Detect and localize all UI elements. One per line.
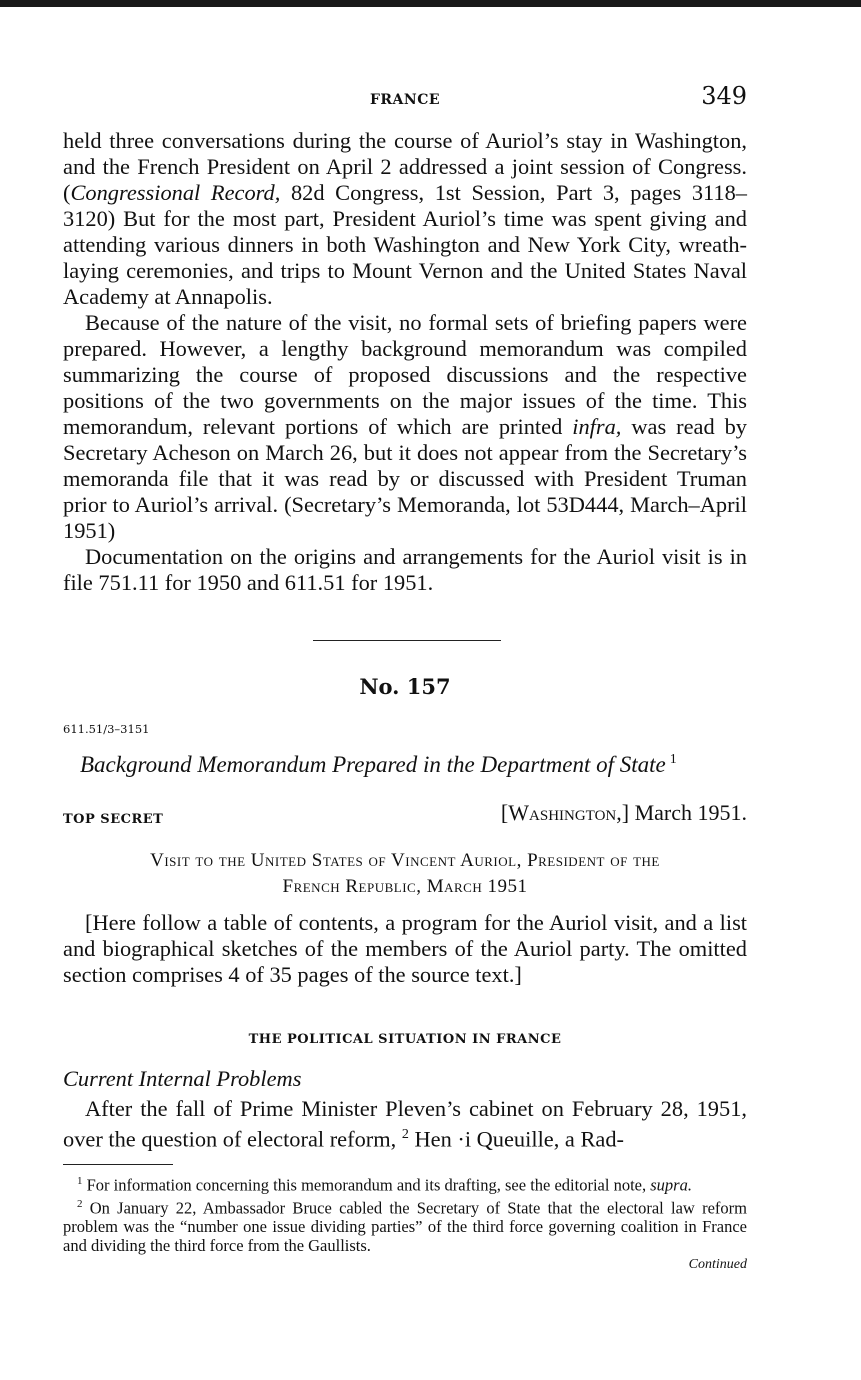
footnote-1: $^1$ For information concerning this memorandum and its drafting, see the editorial note, supra. [77, 1175, 692, 1195]
intro-paragraph-1: held three conversations during the course of Auriol’s stay in Washington, and the French President on April 2 addressed a joint session of Congress. (Congressional Record, 82d Congress, 1st Session, Part 3, pages 3118–3120) But for the most part, President Auriol’s time was spent giving and attending various dinners in both Washington and New York City, wreath-laying ceremonies, and trips to Mount Vernon and the United States Naval Academy at Annapolis. [63, 128, 747, 309]
running-head: FRANCE [369, 92, 441, 108]
intro-text [63, 128, 747, 596]
footnote-rule [63, 1164, 173, 1165]
top-border [0, 0, 861, 7]
body-paragraph: After the fall of Prime Minister Pleven’s cabinet on February 28, 1951, over the question of electoral reform, $^2$ Hen ·i Queuille, a Rad- [63, 1096, 747, 1152]
document-title: Background Memorandum Prepared in the Department of State $^1$ [80, 752, 677, 777]
page-header [63, 82, 747, 112]
editorial-note: [Here follow a table of contents, a program for the Auriol visit, and a list and biographical sketches of the members of the Auriol party. The omitted section comprises 4 of 35 pages of the source text.] [63, 910, 747, 987]
continued-label: Continued [688, 1257, 747, 1272]
file-number: 611.51/3–3151 [63, 722, 150, 736]
subject-heading: Visit to the United States of Vincent Auriol, President of the French Republic, March 1951 [150, 850, 660, 897]
footnotes [63, 1172, 747, 1274]
section-heading: THE POLITICAL SITUATION IN FRANCE [248, 1032, 562, 1047]
intro-paragraph-2: Because of the nature of the visit, no formal sets of briefing papers were prepared. However, a lengthy background memorandum was compiled summarizing the course of proposed discussions and the respective positions of the two governments on the major issues of the time. This memorandum, relevant portions of which are printed infra, was read by Secretary Acheson on March 26, but it does not appear from the Secretary’s memoranda file that it was read by or discussed with President Truman prior to Auriol’s arrival. (Secretary’s Memoranda, lot 53D444, March–April 1951) [63, 310, 747, 543]
section-divider [313, 640, 501, 641]
page-number: 349 [701, 82, 747, 110]
dateline: [Washington,] March 1951. [500, 800, 747, 825]
subheading: Current Internal Problems [63, 1066, 302, 1091]
footnote-mark-2: 2 [401, 1127, 409, 1142]
footnote-2: $^2$ On January 22, Ambassador Bruce cabled the Secretary of State that the electoral law reform problem was the “number one issue dividing parties” of the third force governing coalition in France and dividing the third force from the Gaullists. [63, 1197, 747, 1255]
document-number: No. 157 [359, 674, 451, 699]
footnote-mark-1: 1 [669, 752, 677, 768]
intro-paragraph-3: Documentation on the origins and arrangements for the Auriol visit is in file 751.11 for 1950 and 611.51 for 1951. [63, 544, 747, 595]
classification: TOP SECRET [63, 812, 164, 827]
